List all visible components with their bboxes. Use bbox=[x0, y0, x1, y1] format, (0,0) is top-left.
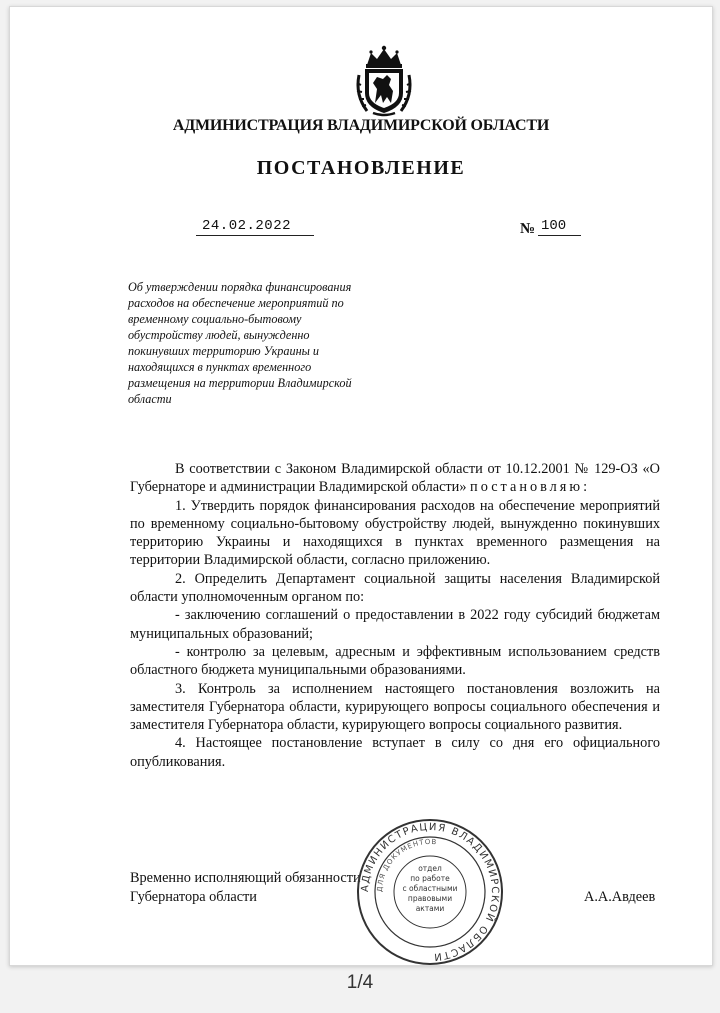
stamp-inner-text: ДЛЯ ДОКУМЕНТОВ bbox=[375, 837, 438, 893]
document-date: 24.02.2022 bbox=[196, 218, 314, 236]
stamp-center-line: правовыми bbox=[407, 894, 453, 903]
preamble bbox=[130, 460, 660, 497]
page-indicator: 1/4 bbox=[346, 972, 374, 993]
item-4: 4. Настоящее постановление вступает в силу со дня его официального опубликования. bbox=[130, 735, 660, 770]
document-number: 100 bbox=[538, 218, 581, 236]
stamp-center-line: с областными bbox=[402, 884, 458, 893]
document-body bbox=[130, 460, 660, 771]
stamp-center-line: актами bbox=[415, 904, 445, 913]
stamp-center-line: отдел bbox=[418, 864, 442, 873]
item-2-a: - заключению соглашений о предоставлении в 2022 году субсидий бюджетам муниципальных образований; bbox=[130, 607, 660, 642]
signature-title-line2: Губернатора области bbox=[130, 889, 257, 905]
coat-of-arms-icon bbox=[353, 45, 415, 117]
stamp-outer-text: АДМИНИСТРАЦИЯ ВЛАДИМИРСКОЙ ОБЛАСТИ bbox=[359, 821, 501, 963]
official-stamp-icon bbox=[355, 817, 505, 966]
stamp-center-line: по работе bbox=[410, 874, 450, 883]
document-number-label: № bbox=[520, 221, 536, 237]
signature-title-line1: Временно исполняющий обязанности bbox=[130, 870, 361, 886]
document-subject: Об утверждении порядка финансирования расходов на обеспечение мероприятий по временному социально-бытовому обустройству людей, вынужденно покинувших территорию Украины и находящихся в пунктах временного размещения на территории Владимирской области bbox=[128, 280, 352, 406]
document-page[interactable] bbox=[9, 6, 713, 966]
preamble-resolve: постановляю: bbox=[470, 479, 591, 496]
signature-block bbox=[130, 869, 361, 907]
item-2: 2. Определить Департамент социальной защиты населения Владимирской области уполномоченным органом по: bbox=[130, 570, 660, 606]
item-1: 1. Утвердить порядок финансирования расходов на обеспечение мероприятий по временному социально-бытовому обустройству людей, вынужденно покинувших территорию Украины и находящихся в пунктах временного размещения на территории Владимирской области, согласно приложению. bbox=[130, 497, 660, 569]
item-3: 3. Контроль за исполнением настоящего постановления возложить на заместителя Губернатора области, курирующего вопросы социального обеспечения и заместителя Губернатора области, курирующего вопросы социального развития. bbox=[130, 680, 660, 734]
signer-name: А.А.Авдеев bbox=[584, 889, 656, 905]
preamble-main: В соответствии с Законом Владимирской области от 10.12.2001 № 129-ОЗ «О Губернаторе и администрации Владимирской области» bbox=[130, 461, 660, 496]
item-2-b: - контролю за целевым, адресным и эффективным использованием средств областного бюджета муниципальными образованиями. bbox=[130, 643, 660, 679]
document-type-heading: ПОСТАНОВЛЕНИЕ bbox=[256, 157, 466, 179]
authority-title: АДМИНИСТРАЦИЯ ВЛАДИМИРСКОЙ ОБЛАСТИ bbox=[172, 117, 550, 134]
